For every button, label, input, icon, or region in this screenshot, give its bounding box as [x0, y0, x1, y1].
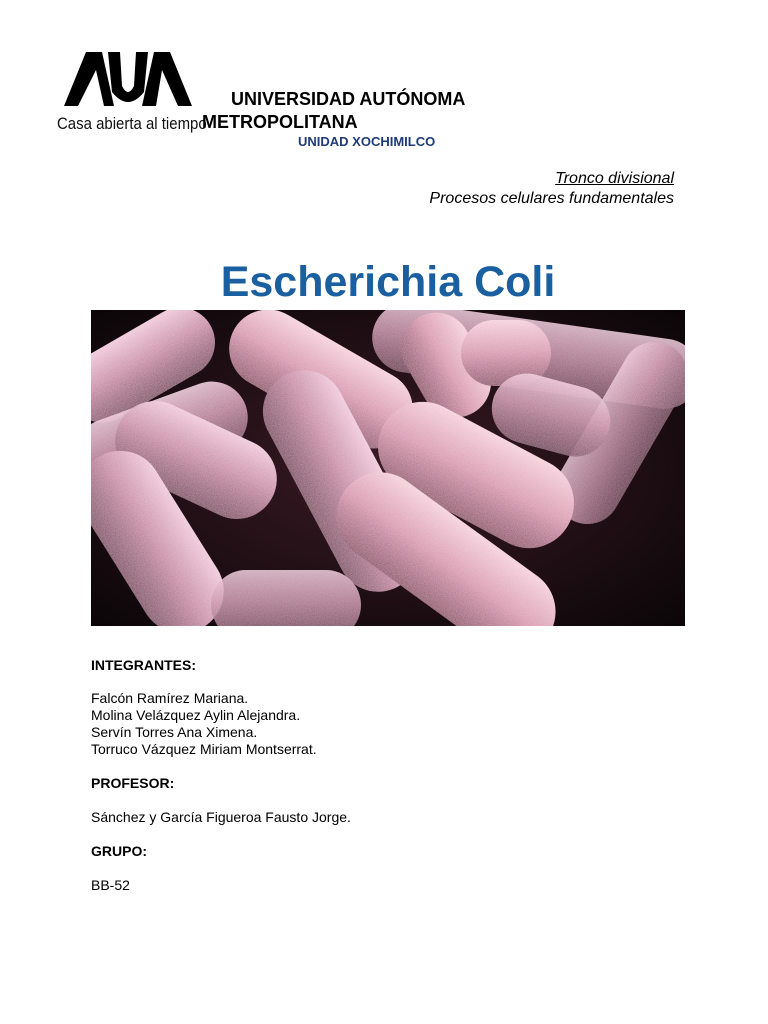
group-value: BB-52 — [91, 877, 130, 893]
members-heading: INTEGRANTES: — [91, 657, 196, 673]
list-item: Servín Torres Ana Ximena. — [91, 724, 258, 740]
university-name-line1: UNIVERSIDAD AUTÓNOMA — [231, 89, 466, 109]
uam-logo-icon — [64, 52, 192, 106]
members-list — [91, 690, 317, 758]
course-division: Tronco divisional — [555, 170, 674, 187]
document-title: Escherichia Coli — [220, 258, 556, 306]
course-name: Procesos celulares fundamentales — [429, 190, 674, 207]
campus-unit: UNIDAD XOCHIMILCO — [298, 134, 436, 149]
list-item: Molina Velázquez Aylin Alejandra. — [91, 707, 301, 723]
list-item: Torruco Vázquez Miriam Montserrat. — [91, 741, 317, 757]
list-item: Falcón Ramírez Mariana. — [91, 690, 249, 706]
professor-name: Sánchez y García Figueroa Fausto Jorge. — [91, 809, 351, 825]
professor-heading: PROFESOR: — [91, 775, 175, 791]
group-heading: GRUPO: — [91, 843, 147, 859]
university-tagline: Casa abierta al tiempo — [57, 114, 207, 133]
ecoli-micrograph-image — [91, 310, 685, 626]
university-name-line2: METROPOLITANA — [202, 112, 358, 132]
